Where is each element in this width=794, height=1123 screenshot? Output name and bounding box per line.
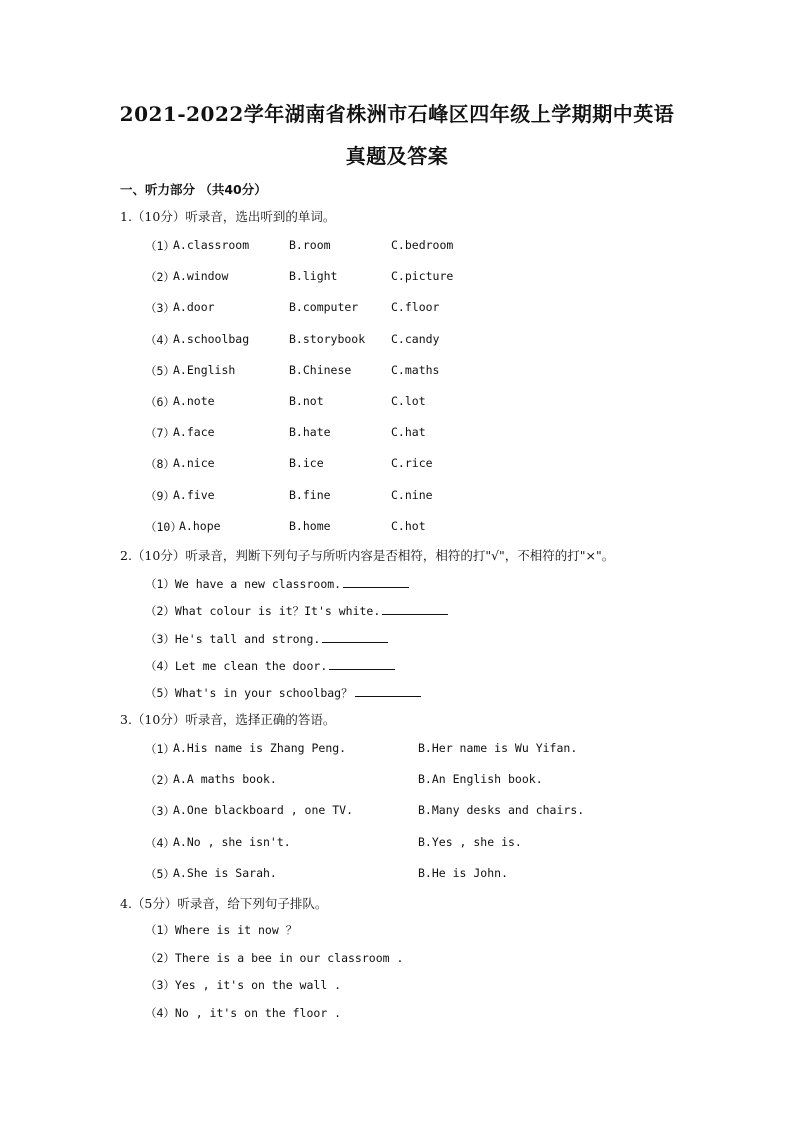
statement-text: （3）He's tall and strong. — [145, 631, 321, 646]
question-1-stem: 1.（10分）听录音，选出听到的单词。 — [120, 209, 336, 224]
option-c: C.picture — [391, 269, 454, 284]
option-a: A.face — [173, 425, 215, 440]
option-a: A.A maths book. — [173, 772, 277, 787]
question-3-stem: 3.（10分）听录音，选择正确的答语。 — [120, 712, 336, 727]
sentence-row: （3）Yes , it's on the wall . — [145, 978, 342, 992]
option-b: B.not — [289, 394, 324, 408]
statement-text: （5）What's in your schoolbag？ — [145, 686, 353, 701]
option-b: B.fine — [289, 487, 331, 502]
option-b: B.home — [289, 518, 331, 533]
option-b: B.room — [289, 238, 331, 252]
option-b: B.An English book. — [418, 772, 543, 787]
option-a: A.five — [173, 487, 215, 502]
sentence-row: （2）There is a bee in our classroom . — [145, 950, 404, 965]
option-b: B.storybook — [289, 331, 366, 346]
statement-text: （1）We have a new classroom. — [145, 577, 342, 591]
option-c: C.maths — [391, 362, 440, 377]
option-a: A.His name is Zhang Peng. — [173, 741, 347, 755]
option-c: C.floor — [391, 300, 440, 315]
item-number: （3） — [145, 804, 175, 819]
answer-blank — [329, 657, 395, 670]
option-b: B.computer — [289, 300, 359, 315]
option-a: A.One blackboard , one TV. — [173, 803, 354, 818]
item-number: （4） — [145, 332, 175, 347]
title-line-1: 2021-2022学年湖南省株洲市石峰区四年级上学期期中英语 — [119, 102, 675, 126]
answer-blank — [343, 575, 409, 588]
item-number: （3） — [145, 301, 175, 316]
option-c: C.hat — [391, 425, 426, 440]
option-b: B.He is John. — [418, 865, 509, 880]
answer-blank — [355, 684, 421, 697]
item-number: （8） — [145, 457, 175, 472]
question-2-stem: 2.（10分）听录音，判断下列句子与所听内容是否相符，相符的打"√"，不相符的打"×"。 — [120, 548, 615, 563]
statement-text: （4）Let me clean the door. — [145, 658, 328, 673]
option-c: C.lot — [391, 394, 426, 408]
option-b: B.Many desks and chairs. — [418, 803, 585, 818]
statement-text: （2）What colour is it？It's white. — [145, 604, 381, 619]
item-number: （5） — [145, 866, 175, 881]
item-number: （1） — [145, 742, 175, 756]
section-heading: 一、听力部分 （共40分） — [120, 182, 267, 197]
option-a: A.nice — [173, 456, 215, 471]
statement-row — [145, 602, 448, 619]
item-number: （2） — [145, 773, 175, 788]
item-number: （2） — [145, 270, 175, 285]
statement-row — [145, 684, 421, 701]
option-b: B.ice — [289, 456, 324, 471]
option-a: A.schoolbag — [173, 331, 250, 346]
item-number: （5） — [145, 363, 175, 378]
option-a: A.window — [173, 269, 229, 284]
item-number: （9） — [145, 488, 175, 503]
option-b: B.hate — [289, 425, 331, 440]
question-4-stem: 4.（5分）听录音，给下列句子排队。 — [120, 896, 328, 911]
option-a: A.English — [173, 362, 236, 377]
option-a: A.door — [173, 300, 215, 315]
option-a: A.She is Sarah. — [173, 865, 277, 880]
item-number: （10） — [145, 519, 182, 534]
option-b: B.Her name is Wu Yifan. — [418, 741, 578, 755]
option-b: B.Yes , she is. — [418, 834, 522, 849]
sentence-row: （1）Where is it now ？ — [145, 923, 298, 937]
sentence-row: （4）No , it's on the floor . — [145, 1005, 342, 1020]
option-a: A.classroom — [173, 238, 250, 252]
statement-row — [145, 575, 409, 592]
item-number: （1） — [145, 239, 175, 253]
item-number: （6） — [145, 395, 175, 409]
option-c: C.nine — [391, 487, 433, 502]
statement-row — [145, 630, 388, 647]
item-number: （4） — [145, 835, 175, 850]
option-a: A.No , she isn't. — [173, 834, 291, 849]
item-number: （7） — [145, 426, 175, 441]
option-b: B.light — [289, 269, 338, 284]
title-line-2: 真题及答案 — [345, 144, 449, 168]
option-c: C.rice — [391, 456, 433, 471]
option-b: B.Chinese — [289, 362, 352, 377]
answer-blank — [382, 602, 448, 615]
option-a: A.note — [173, 394, 215, 408]
option-c: C.hot — [391, 518, 426, 533]
option-a: A.hope — [179, 518, 221, 533]
option-c: C.candy — [391, 331, 440, 346]
statement-row — [145, 657, 395, 674]
option-c: C.bedroom — [391, 238, 454, 252]
answer-blank — [322, 630, 388, 643]
